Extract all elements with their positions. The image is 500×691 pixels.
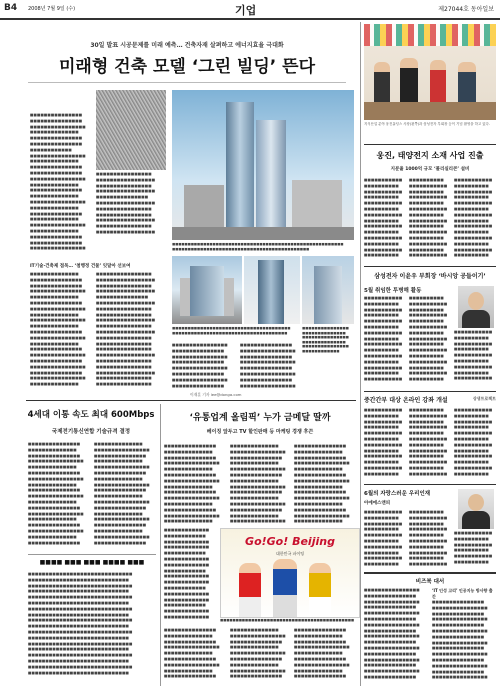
- olympic-left-rule: [160, 404, 161, 686]
- green-building-photo: [172, 90, 354, 240]
- woongjin-body-col2: ■■■■■■■■■■ ■■■■■■■■■■■ ■■■■■■■■■■ ■■■■■■■■■■■ ■■■■■■■■■■ ■■■■■■■■■■■ ■■■■■■■■■■ ■■■■■■■■■■■ ■■■■■■■■■■ ■■■■■■■■■■■ ■■■■■■■■■■ ■■■■■■■■■■■ ■■■■■■■■■■ ■■■■■■■■■■■: [409, 178, 448, 258]
- beijing-banner: Go!Go! Beijing: [245, 535, 335, 548]
- right-rule-4: [364, 484, 496, 485]
- right-column-rule: [360, 22, 361, 686]
- promo-person-1: [239, 563, 261, 617]
- olympic-subhead: 베이징 앞두고 TV 할인판매 등 마케팅 경쟁 후끈: [206, 429, 314, 435]
- samsung-body-col3: ■■■■■■■■■■■ ■■■■■■■■■■ ■■■■■■■■■■■ ■■■■■■■■■■ ■■■■■■■■■■■ ■■■■■■■■■■ ■■■■■■■■■■■ ■■■■■■■■■■ ■■■■■■■■■■■: [454, 330, 493, 381]
- olympic-photo-caption: ■■■■■■■■■■■■■■■■■■■■■■■■■■■■■■■■■■■■■■■■■■■: [220, 618, 354, 622]
- headline-divider: [28, 82, 346, 83]
- samsung-body-col1: ■■■■■■■■■■■ ■■■■■■■■■■ ■■■■■■■■■■■ ■■■■■■■■■■ ■■■■■■■■■■■ ■■■■■■■■■■ ■■■■■■■■■■■ ■■■■■■■■■■ ■■■■■■■■■■■ ■■■■■■■■■■ ■■■■■■■■■■■ ■■■■■■■■■■ ■■■■■■■■■■■ ■■■■■■■■■■ ■■■■■■■■■■■: [364, 296, 403, 382]
- olympic-body-col7: ■■■■■■■■■■■■■■■ ■■■■■■■■■■■■■■ ■■■■■■■■■■■■■■■ ■■■■■■■■■■■■■■■■ ■■■■■■■■■■■■■■ ■■■■■■■■■■■■■■■ ■■■■■■■■■■■■■■■■ ■■■■■■■■■■■■■■ ■■■■■■■■■■■■■■■: [294, 628, 350, 679]
- olympic-headline: ‘유통업계 올림픽’ 누가 금메달 딸까: [189, 413, 331, 423]
- olympic-body-col6: ■■■■■■■■■■■■■■ ■■■■■■■■■■■■■■■■ ■■■■■■■■■■■■■■■ ■■■■■■■■■■■■■■ ■■■■■■■■■■■■■■■■ ■■■■■■■■■■■■■■■ ■■■■■■■■■■■■■■ ■■■■■■■■■■■■■■■■ ■■■■■■■■■■■■■■■: [230, 628, 286, 679]
- online-course-kicker: 상생프로젝트: [472, 396, 496, 401]
- woongjin-headline: 웅진, 태양전지 소재 사업 진출: [376, 151, 484, 160]
- lte-divider: [28, 554, 156, 555]
- talent-body-col2: ■■■■■■■■■■ ■■■■■■■■■■■ ■■■■■■■■■■ ■■■■■■■■■■■ ■■■■■■■■■■ ■■■■■■■■■■■ ■■■■■■■■■■ ■■■■■■■■■■■ ■■■■■■■■■■ ■■■■■■■■■■■: [409, 510, 448, 567]
- woongjin-subhead: 지분율 1000억 규모 ‘폴리실리콘’ 설비: [390, 167, 470, 172]
- samsung-headline: 삼성전자 이윤우 부회장 ‘바시앙 공들이기’: [374, 273, 486, 280]
- story3-title: 5월 취임한 투병해 활동: [364, 288, 422, 294]
- talent-body-col1: ■■■■■■■■■■■ ■■■■■■■■■■ ■■■■■■■■■■■ ■■■■■■■■■■ ■■■■■■■■■■■ ■■■■■■■■■■ ■■■■■■■■■■■ ■■■■■■■■■■ ■■■■■■■■■■■ ■■■■■■■■■■: [364, 510, 403, 567]
- talent-subhead: 아에에스앤피: [364, 501, 391, 506]
- main-body-col1: ■■■■■■■■■■■■■■■ ■■■■■■■■■■■■■■■ ■■■■■■■■■■■■■■■■ ■■■■■■■■■■■■■■ ■■■■■■■■■■■■■■■ ■■■■■■■■■■■■■■■ ■■■■■■■■■■■■ ■■■■■■■■■■■■■■■■ ■■■■■■■■■■■■■■ ■■■■■■■■■■■■■■■ ■■■■■■■■■■■■■■■ ■■■■■■■■■■■■■■■■ ■■■■■■■■■■■■■■ ■■■■■■■■■■■■■■■ ■■■■■■■■■■■■■■ ■■■■■■■■■■■■■■■■ ■■■■■■■■■■■■■■ ■■■■■■■■■■■■■■■ ■■■■■■■■■■■■■■ ■■■■■■■■■■■■■■■■ ■■■■■■■■■■■■■■ ■■■■■■■■■■■■■■■ ■■■■■■■■■■■■■■■ ■■■■■■■■■■■■■■■■: [30, 113, 86, 251]
- executive-portrait: [458, 286, 494, 328]
- main-body-col4: ■■■■■■■■■■■■■■■■ ■■■■■■■■■■■■■■■■■ ■■■■■■■■■■■■■■■■ ■■■■■■■■■■■■■■■■■ ■■■■■■■■■■■■■■■ ■■■■■■■■■■■■■■■■■ ■■■■■■■■■■■■■■■■ ■■■■■■■■■■■■■■■■ ■■■■■■■■■■■■■■■■■ ■■■■■■■■■■■■■■■■ ■■■■■■■■■■■■■■■■■ ■■■■■■■■■■■■■■■■ ■■■■■■■■■■■■■■■■ ■■■■■■■■■■■■■■■■ ■■■■■■■■■■■■■■■■■ ■■■■■■■■■■■■■■■■ ■■■■■■■■■■■■■■■■ ■■■■■■■■■■■■■■■■■ ■■■■■■■■■■■■■■■■ ■■■■■■■■■■■■■■■■: [96, 272, 156, 387]
- photo-caption-2: ■■■■■■■■■■■■■■■■■■■■■■■■■■■■■■■■■■■■■■ ■■■■■■■■■■■■■■■■■■■■■■■■■■■■■■■■■■■■■: [172, 326, 291, 335]
- main-body-col6: ■■■■■■■■■■■■■■■ ■■■■■■■■■■■■■■■■ ■■■■■■■■■■■■■■■ ■■■■■■■■■■■■■■■■ ■■■■■■■■■■■■■■■ ■■■■■■■■■■■■■■■■ ■■■■■■■■■■■■■■■ ■■■■■■■■■■■■■■■■: [240, 343, 296, 388]
- main-subhead: IT기술·건축제 접목… ‘첨행정 건물’ 잇달아 선보여: [30, 264, 131, 269]
- talent-body-col3: ■■■■■■■■■■■ ■■■■■■■■■■ ■■■■■■■■■■■ ■■■■■■■■■■ ■■■■■■■■■■■ ■■■■■■■■■■: [454, 531, 493, 564]
- lte-body-col1: ■■■■■■■■■■■■■■■ ■■■■■■■■■■■■■■ ■■■■■■■■■■■■■■■ ■■■■■■■■■■■■■■■■ ■■■■■■■■■■■■■■ ■■■■■■■■■■■■■■■ ■■■■■■■■■■■■■■■■ ■■■■■■■■■■■■■■ ■■■■■■■■■■■■■■■ ■■■■■■■■■■■■■■■■ ■■■■■■■■■■■■■■ ■■■■■■■■■■■■■■■ ■■■■■■■■■■■■■■■■ ■■■■■■■■■■■■■■ ■■■■■■■■■■■■■■■ ■■■■■■■■■■■■■■■■ ■■■■■■■■■■■■■■ ■■■■■■■■■■■■■■■: [28, 442, 84, 545]
- right-rule-1: [364, 144, 496, 145]
- photo-caption-3: ■■■■■■■■■■■■■■■ ■■■■■■■■■■■■■■ ■■■■■■■■■■■■■■■ ■■■■■■■■■■■■■■ ■■■■■■■■■■■■■■■ ■■■■■■■■■■■■: [302, 326, 349, 353]
- woongjin-body-col3: ■■■■■■■■■■■ ■■■■■■■■■■ ■■■■■■■■■■■ ■■■■■■■■■■ ■■■■■■■■■■■ ■■■■■■■■■■ ■■■■■■■■■■■ ■■■■■■■■■■ ■■■■■■■■■■■ ■■■■■■■■■■ ■■■■■■■■■■■ ■■■■■■■■■■ ■■■■■■■■■■■ ■■■■■■■■■■: [454, 178, 493, 258]
- main-body-col3: ■■■■■■■■■■■■■■ ■■■■■■■■■■■■■■■ ■■■■■■■■■■■■■■■ ■■■■■■■■■■■■■■■■ ■■■■■■■■■■■■■■ ■■■■■■■■■■■■■■■ ■■■■■■■■■■■■■■■■ ■■■■■■■■■■■■■■ ■■■■■■■■■■■■■■■■ ■■■■■■■■■■■■■■ ■■■■■■■■■■■■■■■ ■■■■■■■■■■■■■■■■ ■■■■■■■■■■■■■■ ■■■■■■■■■■■■■■■ ■■■■■■■■■■■■■■■■ ■■■■■■■■■■■■■■■ ■■■■■■■■■■■■■■■■ ■■■■■■■■■■■■■■■ ■■■■■■■■■■■■■■■■ ■■■■■■■■■■■■■■: [30, 272, 86, 387]
- online-course-headline: 중간간부 대상 온라인 강좌 개설: [364, 397, 448, 404]
- facade-photo: [96, 90, 166, 170]
- olympic-body-col2: ■■■■■■■■■■■■■■ ■■■■■■■■■■■■■■■■ ■■■■■■■■■■■■■■■ ■■■■■■■■■■■■■■ ■■■■■■■■■■■■■■■■ ■■■■■■■■■■■■■■■ ■■■■■■■■■■■■■■ ■■■■■■■■■■■■■■■■ ■■■■■■■■■■■■■■■ ■■■■■■■■■■■■■■ ■■■■■■■■■■■■■■■■ ■■■■■■■■■■■■■■■ ■■■■■■■■■■■■■■ ■■■■■■■■■■■■■■■■: [230, 444, 286, 524]
- woongjin-body-col1: ■■■■■■■■■■■ ■■■■■■■■■■ ■■■■■■■■■■■ ■■■■■■■■■■ ■■■■■■■■■■■ ■■■■■■■■■■ ■■■■■■■■■■■ ■■■■■■■■■■ ■■■■■■■■■■■ ■■■■■■■■■■ ■■■■■■■■■■■ ■■■■■■■■■■ ■■■■■■■■■■■ ■■■■■■■■■■: [364, 178, 403, 258]
- main-kicker: 30일 발표 시공문제를 미래 예측… 건축자재 살펴하고 에너지효율 극대화: [90, 42, 284, 49]
- online-body-col2: ■■■■■■■■■■ ■■■■■■■■■■■ ■■■■■■■■■■ ■■■■■■■■■■■ ■■■■■■■■■■ ■■■■■■■■■■■ ■■■■■■■■■■ ■■■■■■■■■■■ ■■■■■■■■■■ ■■■■■■■■■■■ ■■■■■■■■■■ ■■■■■■■■■■■: [409, 408, 448, 476]
- beijing-banner-sub: 대한민국 파이팅: [275, 551, 305, 556]
- right-rule-5: [364, 572, 496, 574]
- talent-headline: 6월의 자랑스러운 우리인재: [364, 491, 431, 497]
- issue-date: 2008년 7월 9일 (수): [28, 6, 76, 12]
- olympic-body-col1: ■■■■■■■■■■■■■■■ ■■■■■■■■■■■■■■ ■■■■■■■■■■■■■■■ ■■■■■■■■■■■■■■■■ ■■■■■■■■■■■■■■ ■■■■■■■■■■■■■■■ ■■■■■■■■■■■■■■■■ ■■■■■■■■■■■■■■ ■■■■■■■■■■■■■■■ ■■■■■■■■■■■■■■■■ ■■■■■■■■■■■■■■ ■■■■■■■■■■■■■■■ ■■■■■■■■■■■■■■■■ ■■■■■■■■■■■■■■: [164, 444, 220, 524]
- page-number: B4: [4, 3, 18, 13]
- olympic-body-col4: ■■■■■■■■■■■■■ ■■■■■■■■■■■■ ■■■■■■■■■■■■■ ■■■■■■■■■■■■■ ■■■■■■■■■■■■ ■■■■■■■■■■■■■ ■■■■■■■■■■■■■ ■■■■■■■■■■■■ ■■■■■■■■■■■■■ ■■■■■■■■■■■■■ ■■■■■■■■■■■■ ■■■■■■■■■■■■■ ■■■■■■■■■■■■■ ■■■■■■■■■■■■ ■■■■■■■■■■■■■ ■■■■■■■■■■■■■: [164, 528, 210, 619]
- lte-secondary-body: ■■■■■■■■■■■■■■■■■■■■■■■■■■■■■■ ■■■■■■■■■■■■■■■■■■■■■■■■■■■■■ ■■■■■■■■■■■■■■■■■■■■■■■■■■■■■■ ■■■■■■■■■■■■■■■■■■■■■■■■■■■■■ ■■■■■■■■■■■■■■■■■■■■■■■■■■■■■■ ■■■■■■■■■■■■■■■■■■■■■■■■■■■■■ ■■■■■■■■■■■■■■■■■■■■■■■■■■■■■■ ■■■■■■■■■■■■■■■■■■■■■■■■■■■■■ ■■■■■■■■■■■■■■■■■■■■■■■■■■■■■■ ■■■■■■■■■■■■■■■■■■■■■■■■■■■■■ ■■■■■■■■■■■■■■■■■■■■■■■■■■■■■■ ■■■■■■■■■■■■■■■■■■■■■■■■■■■■■ ■■■■■■■■■■■■■■■■■■■■■■■■■■■■■■ ■■■■■■■■■■■■■■■■■■■■■■■■■■■■■ ■■■■■■■■■■■■■■■■■■■■■■■■■■■■■■ ■■■■■■■■■■■■■■■■■■■■■■■■■■■■■ ■■■■■■■■■■■■■■■■■■■■■■■■■■■■■■ ■■■■■■■■■■■■■■■■■■■■■■■■■■■■■: [28, 572, 133, 675]
- city-hall-photo: [172, 256, 242, 324]
- lte-headline: 4세대 이통 속도 최대 600Mbps: [27, 410, 155, 420]
- photo-caption-1: ■■■■■■■■■■■■■■■■■■■■■■■■■■■■■■■■■■■■■■■■■■■■■■■■■■■■■■■ ■■■■■■■■■■■■■■■■■■■■■■■■■■■■■■■■■■■■■■■■■■■■: [172, 242, 344, 251]
- olympic-body-col3: ■■■■■■■■■■■■■■■ ■■■■■■■■■■■■■■ ■■■■■■■■■■■■■■■ ■■■■■■■■■■■■■■■■ ■■■■■■■■■■■■■■ ■■■■■■■■■■■■■■■ ■■■■■■■■■■■■■■■■ ■■■■■■■■■■■■■■ ■■■■■■■■■■■■■■■ ■■■■■■■■■■■■■■■■ ■■■■■■■■■■■■■■ ■■■■■■■■■■■■■■■ ■■■■■■■■■■■■■■■■ ■■■■■■■■■■■■■■: [294, 444, 350, 524]
- page-header: [0, 0, 500, 20]
- masthead: 제27044호 동아일보: [438, 6, 494, 13]
- olympic-body-col5: ■■■■■■■■■■■■■■■ ■■■■■■■■■■■■■■ ■■■■■■■■■■■■■■■ ■■■■■■■■■■■■■■■■ ■■■■■■■■■■■■■■ ■■■■■■■■■■■■■■■ ■■■■■■■■■■■■■■■■ ■■■■■■■■■■■■■■ ■■■■■■■■■■■■■■■: [164, 628, 220, 679]
- samsung-body-col2: ■■■■■■■■■■ ■■■■■■■■■■■ ■■■■■■■■■■ ■■■■■■■■■■■ ■■■■■■■■■■ ■■■■■■■■■■■ ■■■■■■■■■■ ■■■■■■■■■■■ ■■■■■■■■■■ ■■■■■■■■■■■ ■■■■■■■■■■ ■■■■■■■■■■■ ■■■■■■■■■■ ■■■■■■■■■■■ ■■■■■■■■■■: [409, 296, 448, 382]
- notice-subhead: ‘IT 인성 고리’ 인공지능 방사향 출간: [432, 588, 493, 599]
- main-body-col2: ■■■■■■■■■■■■■■■■ ■■■■■■■■■■■■■■■■■ ■■■■■■■■■■■■■■■■ ■■■■■■■■■■■■■■■■■ ■■■■■■■■■■■■■■■ ■■■■■■■■■■■■■■■■■ ■■■■■■■■■■■■■■■■ ■■■■■■■■■■■■■■■■ ■■■■■■■■■■■■■■■■■ ■■■■■■■■■■■■■■■■ ■■■■■■■■■■■■■■■■■: [96, 172, 156, 234]
- talent-portrait: [458, 489, 494, 529]
- ceremony-photo: [364, 24, 496, 120]
- notice-box-title: 비즈북 대서: [415, 579, 445, 585]
- lte-body-col2: ■■■■■■■■■■■■■■ ■■■■■■■■■■■■■■■■ ■■■■■■■■■■■■■■■ ■■■■■■■■■■■■■■ ■■■■■■■■■■■■■■■■ ■■■■■■■■■■■■■■■ ■■■■■■■■■■■■■■ ■■■■■■■■■■■■■■■■ ■■■■■■■■■■■■■■■ ■■■■■■■■■■■■■■ ■■■■■■■■■■■■■■■■ ■■■■■■■■■■■■■■■ ■■■■■■■■■■■■■■ ■■■■■■■■■■■■■■■■ ■■■■■■■■■■■■■■■ ■■■■■■■■■■■■■■ ■■■■■■■■■■■■■■■■ ■■■■■■■■■■■■■■■: [94, 442, 150, 545]
- online-body-col1: ■■■■■■■■■■■ ■■■■■■■■■■ ■■■■■■■■■■■ ■■■■■■■■■■ ■■■■■■■■■■■ ■■■■■■■■■■ ■■■■■■■■■■■ ■■■■■■■■■■ ■■■■■■■■■■■ ■■■■■■■■■■ ■■■■■■■■■■■ ■■■■■■■■■■: [364, 408, 403, 476]
- notice-body-col1: ■■■■■■■■■■■■■■■■ ■■■■■■■■■■■■■■■ ■■■■■■■■■■■■■■■■ ■■■■■■■■■■■■■■■ ■■■■■■■■■■■■■■■■ ■■■■■■■■■■■■■■■ ■■■■■■■■■■■■■■■■ ■■■■■■■■■■■■■■■ ■■■■■■■■■■■■■■■■ ■■■■■■■■■■■■■■■ ■■■■■■■■■■■■■■■■ ■■■■■■■■■■■■■■■ ■■■■■■■■■■■■■■■■ ■■■■■■■■■■■■■■■ ■■■■■■■■■■■■■■■■ ■■■■■■■■■■■■■■■: [364, 588, 420, 679]
- lte-subhead: 국제전기통신연합 기술규격 결정: [51, 429, 131, 435]
- beijing-promo-photo: [220, 528, 360, 618]
- tower-photo-2: [244, 256, 300, 324]
- main-headline: 미래형 건축 모델 ‘그린 빌딩’ 뜬다: [59, 57, 315, 77]
- main-bottom-rule: [26, 400, 356, 401]
- online-body-col3: ■■■■■■■■■■■ ■■■■■■■■■■ ■■■■■■■■■■■ ■■■■■■■■■■ ■■■■■■■■■■■ ■■■■■■■■■■ ■■■■■■■■■■■ ■■■■■■■■■■ ■■■■■■■■■■■ ■■■■■■■■■■ ■■■■■■■■■■■ ■■■■■■■■■■: [454, 408, 493, 476]
- lte-secondary-title: ■■■■ ■■■ ■■■ ■■■■ ■■■: [39, 559, 145, 566]
- main-byline: 이재훈 기자 lee@donga.com: [190, 392, 242, 397]
- tower-photo-3: [302, 256, 354, 324]
- right-rule-3: [364, 391, 496, 392]
- promo-person-2: [273, 559, 297, 617]
- promo-person-3: [309, 563, 331, 617]
- right-rule-2: [364, 266, 496, 267]
- notice-body-col2: ■■■■■■■■■■■■■■■ ■■■■■■■■■■■■■■■■ ■■■■■■■■■■■■■■■ ■■■■■■■■■■■■■■■■ ■■■■■■■■■■■■■■■ ■■■■■■■■■■■■■■■■ ■■■■■■■■■■■■■■■ ■■■■■■■■■■■■■■■■ ■■■■■■■■■■■■■■■ ■■■■■■■■■■■■■■■■ ■■■■■■■■■■■■■■■ ■■■■■■■■■■■■■■■■ ■■■■■■■■■■■■■■■ ■■■■■■■■■■■■■■■■: [432, 600, 488, 680]
- ceremony-caption: 지식산업 분야 웅진홀딩스 사장(왼쪽)과 삼성전자 부회장 등이 기념 촬영을 하고 있다.: [364, 122, 490, 126]
- section-title: 기업: [235, 4, 257, 17]
- main-body-col5: ■■■■■■■■■■■■■■■■ ■■■■■■■■■■■■■■■ ■■■■■■■■■■■■■■■■ ■■■■■■■■■■■■■■■ ■■■■■■■■■■■■■■■■ ■■■■■■■■■■■■■■■ ■■■■■■■■■■■■■■■■ ■■■■■■■■■■■■■■■: [172, 343, 228, 388]
